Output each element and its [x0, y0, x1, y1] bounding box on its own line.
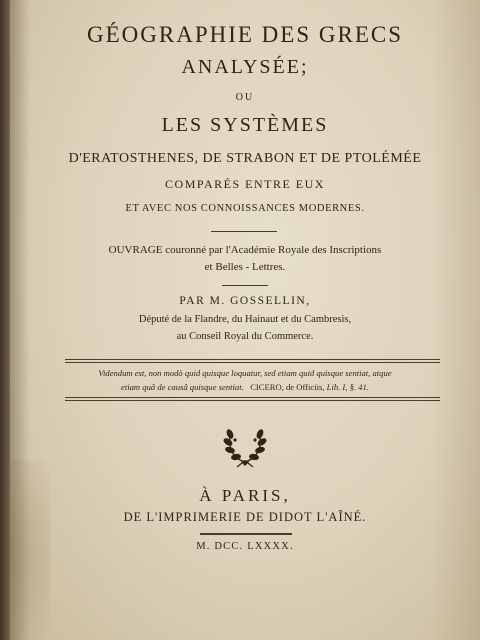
author-role-2: au Conseil Royal du Commerce. [176, 331, 314, 342]
author-role-1: Député de la Flandre, du Hainaut et du Cambresis, [138, 314, 352, 325]
title-line-3: OU [235, 92, 255, 103]
title-line-7: ET AVEC NOS CONNOISSANCES MODERNES. [125, 203, 365, 214]
title-line-1: GÉOGRAPHIE DES GRECS [86, 22, 404, 47]
epigraph-line-1: Videndum est, non modò quid quisque loquatur, sed etiam quid quisque sentiat, atque [98, 368, 392, 378]
title-line-4: LES SYSTÈMES [161, 114, 329, 136]
epigraph-source: CICERO, de Officiis, [250, 382, 325, 392]
epigraph-rule-bottom [65, 397, 440, 398]
imprint-rule [200, 533, 292, 535]
epigraph-rule-bottom [65, 400, 440, 401]
divider-rule [211, 231, 277, 232]
divider-rule [222, 285, 268, 286]
laurel-wreath-icon [222, 420, 268, 468]
award-line-2: et Belles - Lettres. [204, 261, 286, 273]
title-line-6: COMPARÉS ENTRE EUX [165, 177, 325, 191]
epigraph-rule-top [65, 362, 440, 363]
imprint-date: M. DCC. LXXXX. [196, 541, 294, 552]
title-page [10, 0, 480, 640]
epigraph-rule-top [65, 359, 440, 360]
epigraph-ref: Lib. I, §. 41. [326, 382, 369, 392]
title-line-5: D'ERATOSTHENES, DE STRABON ET DE PTOLÉMÉE [68, 151, 422, 166]
title-line-2: ANALYSÉE; [181, 56, 309, 78]
award-line-1: OUVRAGE couronné par l'Académie Royale des Inscriptions [108, 244, 382, 256]
imprint-city: À PARIS, [199, 486, 291, 505]
epigraph-text: etiam quâ de causâ quisque sentiat. [121, 382, 244, 392]
epigraph-line-2 [10, 382, 480, 392]
author-name: PAR M. GOSSELLIN, [179, 295, 311, 307]
imprint-printer: DE L'IMPRIMERIE DE DIDOT L'AÎNÉ. [123, 510, 367, 524]
